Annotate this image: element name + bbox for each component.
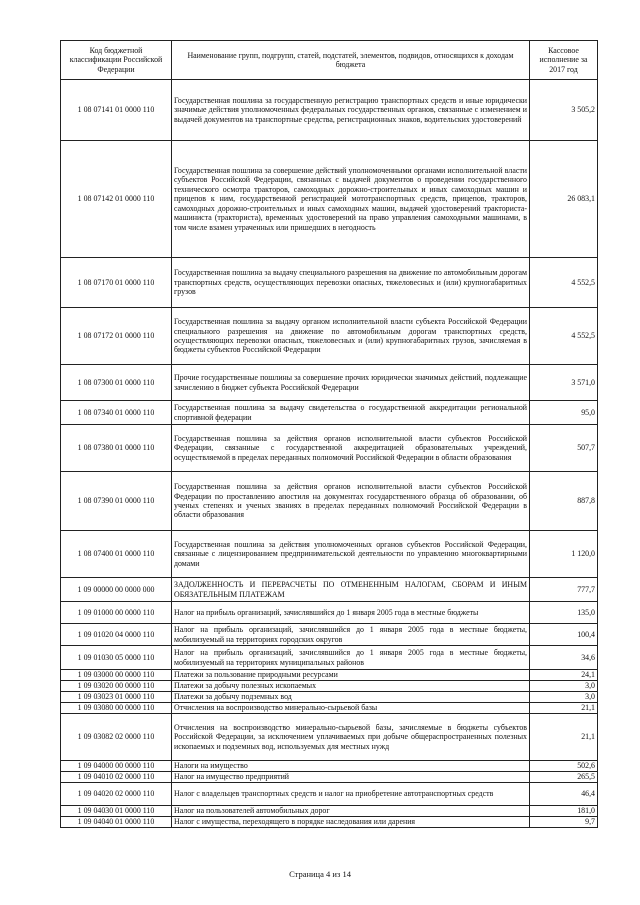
- row-code: 1 09 03023 01 0000 110: [61, 692, 172, 703]
- page-footer: [0, 869, 640, 879]
- table-row: [61, 425, 598, 472]
- header-name: Наименование групп, подгрупп, статей, подстатей, элементов, подвидов, относящихся к доходам бюджета: [172, 41, 530, 80]
- row-amount: 135,0: [530, 602, 598, 624]
- row-name: Налог с имущества, переходящего в порядке наследования или дарения: [172, 817, 530, 828]
- row-code: 1 09 04030 01 0000 110: [61, 806, 172, 817]
- table-row: [61, 681, 598, 692]
- row-amount: 24,1: [530, 670, 598, 681]
- table-row: [61, 783, 598, 806]
- page-word: Страница: [289, 869, 324, 879]
- table-header-row: [61, 41, 598, 80]
- row-code: 1 09 03000 00 0000 110: [61, 670, 172, 681]
- row-name: Отчисления на воспроизводство минерально-сырьевой базы: [172, 703, 530, 714]
- table-row: [61, 624, 598, 646]
- row-code: 1 08 07300 01 0000 110: [61, 365, 172, 401]
- row-name: Платежи за добычу подземных вод: [172, 692, 530, 703]
- table-row: [61, 258, 598, 308]
- row-amount: 507,7: [530, 425, 598, 472]
- row-name: Платежи за пользование природными ресурсами: [172, 670, 530, 681]
- row-code: 1 09 03082 02 0000 110: [61, 714, 172, 761]
- table-row: [61, 772, 598, 783]
- row-code: 1 09 01020 04 0000 110: [61, 624, 172, 646]
- row-code: 1 09 04010 02 0000 110: [61, 772, 172, 783]
- row-amount: 21,1: [530, 703, 598, 714]
- row-code: 1 09 04020 02 0000 110: [61, 783, 172, 806]
- row-amount: 887,8: [530, 472, 598, 531]
- row-code: 1 09 04000 00 0000 110: [61, 761, 172, 772]
- row-name: ЗАДОЛЖЕННОСТЬ И ПЕРЕРАСЧЕТЫ ПО ОТМЕНЕННЫМ НАЛОГАМ, СБОРАМ И ИНЫМ ОБЯЗАТЕЛЬНЫМ ПЛАТЕЖАМ: [172, 578, 530, 602]
- table-row: [61, 703, 598, 714]
- row-amount: 3 571,0: [530, 365, 598, 401]
- header-code: Код бюджетной классификации Российской Федерации: [61, 41, 172, 80]
- header-amount: Кассовое исполнение за 2017 год: [530, 41, 598, 80]
- row-code: 1 09 03080 00 0000 110: [61, 703, 172, 714]
- row-amount: 3,0: [530, 692, 598, 703]
- row-code: 1 09 01030 05 0000 110: [61, 646, 172, 670]
- row-amount: 34,6: [530, 646, 598, 670]
- row-code: 1 09 03020 00 0000 110: [61, 681, 172, 692]
- row-name: Налог на прибыль организаций, зачислявшийся до 1 января 2005 года в местные бюджеты: [172, 602, 530, 624]
- row-name: Налог с владельцев транспортных средств и налог на приобретение автотранспортных средств: [172, 783, 530, 806]
- row-code: 1 08 07170 01 0000 110: [61, 258, 172, 308]
- row-name: Государственная пошлина за выдачу органом исполнительной власти субъекта Российской Федерации специального разрешения на движение по автомобильным дорогам транспортных средств, осуществляющих перевозки опасных, тяжеловесных и (или) крупногабаритных грузов, зачисляемая в бюджеты субъектов Российской Федерации: [172, 308, 530, 365]
- row-amount: 265,5: [530, 772, 598, 783]
- table-row: [61, 308, 598, 365]
- table-row: [61, 817, 598, 828]
- row-amount: 181,0: [530, 806, 598, 817]
- table-row: [61, 141, 598, 258]
- row-amount: 46,4: [530, 783, 598, 806]
- page-current: 4: [326, 869, 331, 879]
- row-name: Налоги на имущество: [172, 761, 530, 772]
- document-page: [60, 40, 597, 828]
- row-name: Налог на прибыль организаций, зачислявшийся до 1 января 2005 года в местные бюджеты, мобилизуемый на территориях городских округов: [172, 624, 530, 646]
- row-code: 1 08 07400 01 0000 110: [61, 531, 172, 578]
- row-name: Налог на пользователей автомобильных дорог: [172, 806, 530, 817]
- row-name: Государственная пошлина за действия органов исполнительной власти субъектов Российской Федерации по проставлению апостиля на документах государственного образца об образовании, об ученых степенях и ученых званиях в пределах переданных полномочий Российской Федерации в области образования: [172, 472, 530, 531]
- table-row: [61, 646, 598, 670]
- row-amount: 777,7: [530, 578, 598, 602]
- row-code: 1 08 07142 01 0000 110: [61, 141, 172, 258]
- row-name: Отчисления на воспроизводство минерально-сырьевой базы, зачисляемые в бюджеты субъектов Российской Федерации, за исключением уплачиваемых при добыче общераспространенных полезных ископаемых и подземных вод, используемых для местных нужд: [172, 714, 530, 761]
- row-code: 1 08 07340 01 0000 110: [61, 401, 172, 425]
- row-amount: 502,6: [530, 761, 598, 772]
- table-row: [61, 670, 598, 681]
- row-name: Прочие государственные пошлины за совершение прочих юридически значимых действий, подлежащие зачислению в бюджет субъекта Российской Федерации: [172, 365, 530, 401]
- row-amount: 3,0: [530, 681, 598, 692]
- table-row: [61, 531, 598, 578]
- row-amount: 95,0: [530, 401, 598, 425]
- row-code: 1 08 07141 01 0000 110: [61, 80, 172, 141]
- revenue-table: [60, 40, 598, 828]
- row-amount: 1 120,0: [530, 531, 598, 578]
- row-code: 1 08 07380 01 0000 110: [61, 425, 172, 472]
- table-row: [61, 806, 598, 817]
- row-code: 1 09 04040 01 0000 110: [61, 817, 172, 828]
- row-name: Налог на прибыль организаций, зачислявшийся до 1 января 2005 года в местные бюджеты, мобилизуемый на территориях муниципальных районов: [172, 646, 530, 670]
- row-name: Государственная пошлина за действия уполномоченных органов субъектов Российской Федерации, связанные с лицензированием предпринимательской деятельности по управлению многоквартирными домами: [172, 531, 530, 578]
- table-row: [61, 692, 598, 703]
- row-code: 1 08 07390 01 0000 110: [61, 472, 172, 531]
- row-amount: 26 083,1: [530, 141, 598, 258]
- row-name: Государственная пошлина за государственную регистрацию транспортных средств и иные юридически значимые действия уполномоченных федеральных государственных органов, связанные с изменением и выдачей документов на транспортные средства, регистрационных знаков, водительских удостоверений: [172, 80, 530, 141]
- row-name: Платежи за добычу полезных ископаемых: [172, 681, 530, 692]
- page-of: из: [332, 869, 341, 879]
- table-row: [61, 714, 598, 761]
- page-total: 14: [342, 869, 351, 879]
- row-amount: 100,4: [530, 624, 598, 646]
- table-row: [61, 578, 598, 602]
- row-name: Государственная пошлина за совершение действий уполномоченными органами исполнительной власти субъектов Российской Федерации, связанных с выдачей документов о проведении государственного технического осмотра тракторов, самоходных дорожно-строительных и иных самоходных машин и прицепов к ним, государственной регистрацией мототранспортных средств, прицепов, тракторов, самоходных дорожно-строительных и иных самоходных машин, выдачей удостоверений тракториста-машиниста (тракториста), временных удостоверений на право управления самоходными машинами, в том числе взамен утраченных или пришедших в негодность: [172, 141, 530, 258]
- row-amount: 4 552,5: [530, 308, 598, 365]
- row-name: Налог на имущество предприятий: [172, 772, 530, 783]
- row-amount: 9,7: [530, 817, 598, 828]
- row-name: Государственная пошлина за действия органов исполнительной власти субъектов Российской Федерации, связанные с государственной аккредитацией образовательных учреждений, осуществляемой в пределах переданных полномочий Российской Федерации в области образования: [172, 425, 530, 472]
- table-row: [61, 472, 598, 531]
- table-row: [61, 80, 598, 141]
- row-code: 1 08 07172 01 0000 110: [61, 308, 172, 365]
- table-row: [61, 401, 598, 425]
- table-row: [61, 602, 598, 624]
- row-name: Государственная пошлина за выдачу свидетельства о государственной аккредитации региональной спортивной федерации: [172, 401, 530, 425]
- row-code: 1 09 00000 00 0000 000: [61, 578, 172, 602]
- row-amount: 21,1: [530, 714, 598, 761]
- row-name: Государственная пошлина за выдачу специального разрешения на движение по автомобильным дорогам транспортных средств, осуществляющих перевозки опасных, тяжеловесных и (или) крупногабаритных грузов: [172, 258, 530, 308]
- table-row: [61, 365, 598, 401]
- table-row: [61, 761, 598, 772]
- row-code: 1 09 01000 00 0000 110: [61, 602, 172, 624]
- row-amount: 3 505,2: [530, 80, 598, 141]
- row-amount: 4 552,5: [530, 258, 598, 308]
